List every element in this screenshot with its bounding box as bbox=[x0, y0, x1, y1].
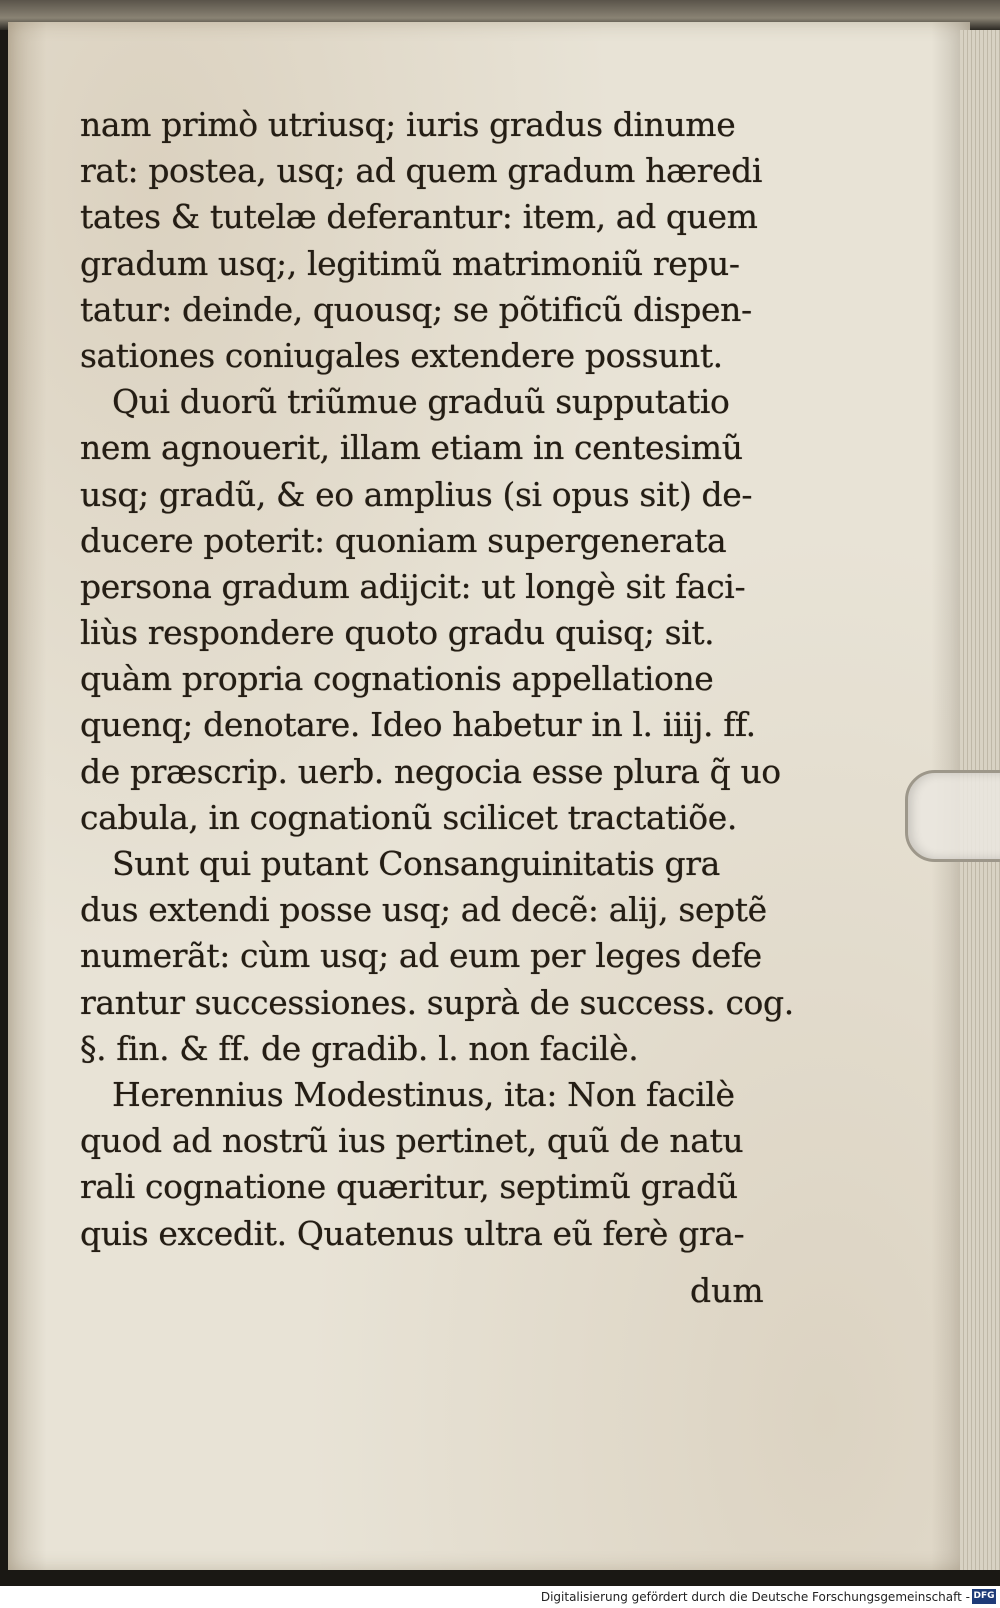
paragraph-start-line: Herennius Modestinus, ita: Non facilè bbox=[112, 1074, 735, 1114]
text-line: rantur successiones. suprà de success. cog. bbox=[80, 982, 794, 1022]
paragraph-start-line: Qui duorũ triũmue graduũ supputatio bbox=[112, 382, 730, 422]
text-line: liùs respondere quoto gradu quisq; sit. bbox=[80, 613, 715, 653]
text-line: dus extendi posse usq; ad decẽ: alij, septẽ bbox=[80, 890, 767, 930]
dfg-logo: DFG bbox=[972, 1589, 996, 1604]
text-line: de præscrip. uerb. negocia esse plura q̃ uo bbox=[80, 751, 781, 791]
paragraph-start-line: Sunt qui putant Consanguinitatis gra bbox=[112, 844, 720, 883]
text-line: quàm propria cognationis appellatione bbox=[80, 659, 714, 699]
text-line: gradum usq;, legitimũ matrimoniũ repu- bbox=[80, 243, 740, 283]
text-line: numerãt: cùm usq; ad eum per leges defe bbox=[80, 936, 762, 976]
text-line: nam primò utriusq; iuris gradus dinume bbox=[80, 105, 736, 144]
text-line: §. fin. & ff. de gradib. l. non facilè. bbox=[80, 1028, 639, 1068]
text-line: quis excedit. Quatenus ultra eũ ferè gra- bbox=[80, 1213, 745, 1253]
catchword: dum bbox=[690, 1271, 764, 1310]
text-line: rat: postea, usq; ad quem gradum hæredi bbox=[80, 151, 762, 191]
text-line: tatur: deinde, quousq; se põtificũ dispen- bbox=[80, 289, 752, 329]
body-text bbox=[80, 102, 794, 1257]
text-line: persona gradum adijcit: ut longè sit faci- bbox=[80, 566, 746, 606]
text-line: ducere poterit: quoniam supergenerata bbox=[80, 520, 727, 560]
text-line: rali cognatione quæritur, septimũ gradũ bbox=[80, 1167, 738, 1207]
text-line: tates & tutelæ deferantur: item, ad quem bbox=[80, 197, 758, 237]
book-clasp bbox=[905, 770, 1000, 862]
text-line: sationes coniugales extendere possunt. bbox=[80, 335, 723, 375]
text-line: usq; gradũ, & eo amplius (si opus sit) de- bbox=[80, 474, 753, 514]
text-line: nem agnouerit, illam etiam in centesimũ bbox=[80, 428, 743, 468]
text-line: quenq; denotare. Ideo habetur in l. iiij. ff. bbox=[80, 705, 756, 745]
digitization-credit: Digitalisierung gefördert durch die Deutsche Forschungsgemeinschaft - bbox=[540, 1590, 970, 1604]
text-line: cabula, in cognationũ scilicet tractatiõe. bbox=[80, 797, 737, 837]
text-line: quod ad nostrũ ius pertinet, quũ de natu bbox=[80, 1121, 744, 1161]
